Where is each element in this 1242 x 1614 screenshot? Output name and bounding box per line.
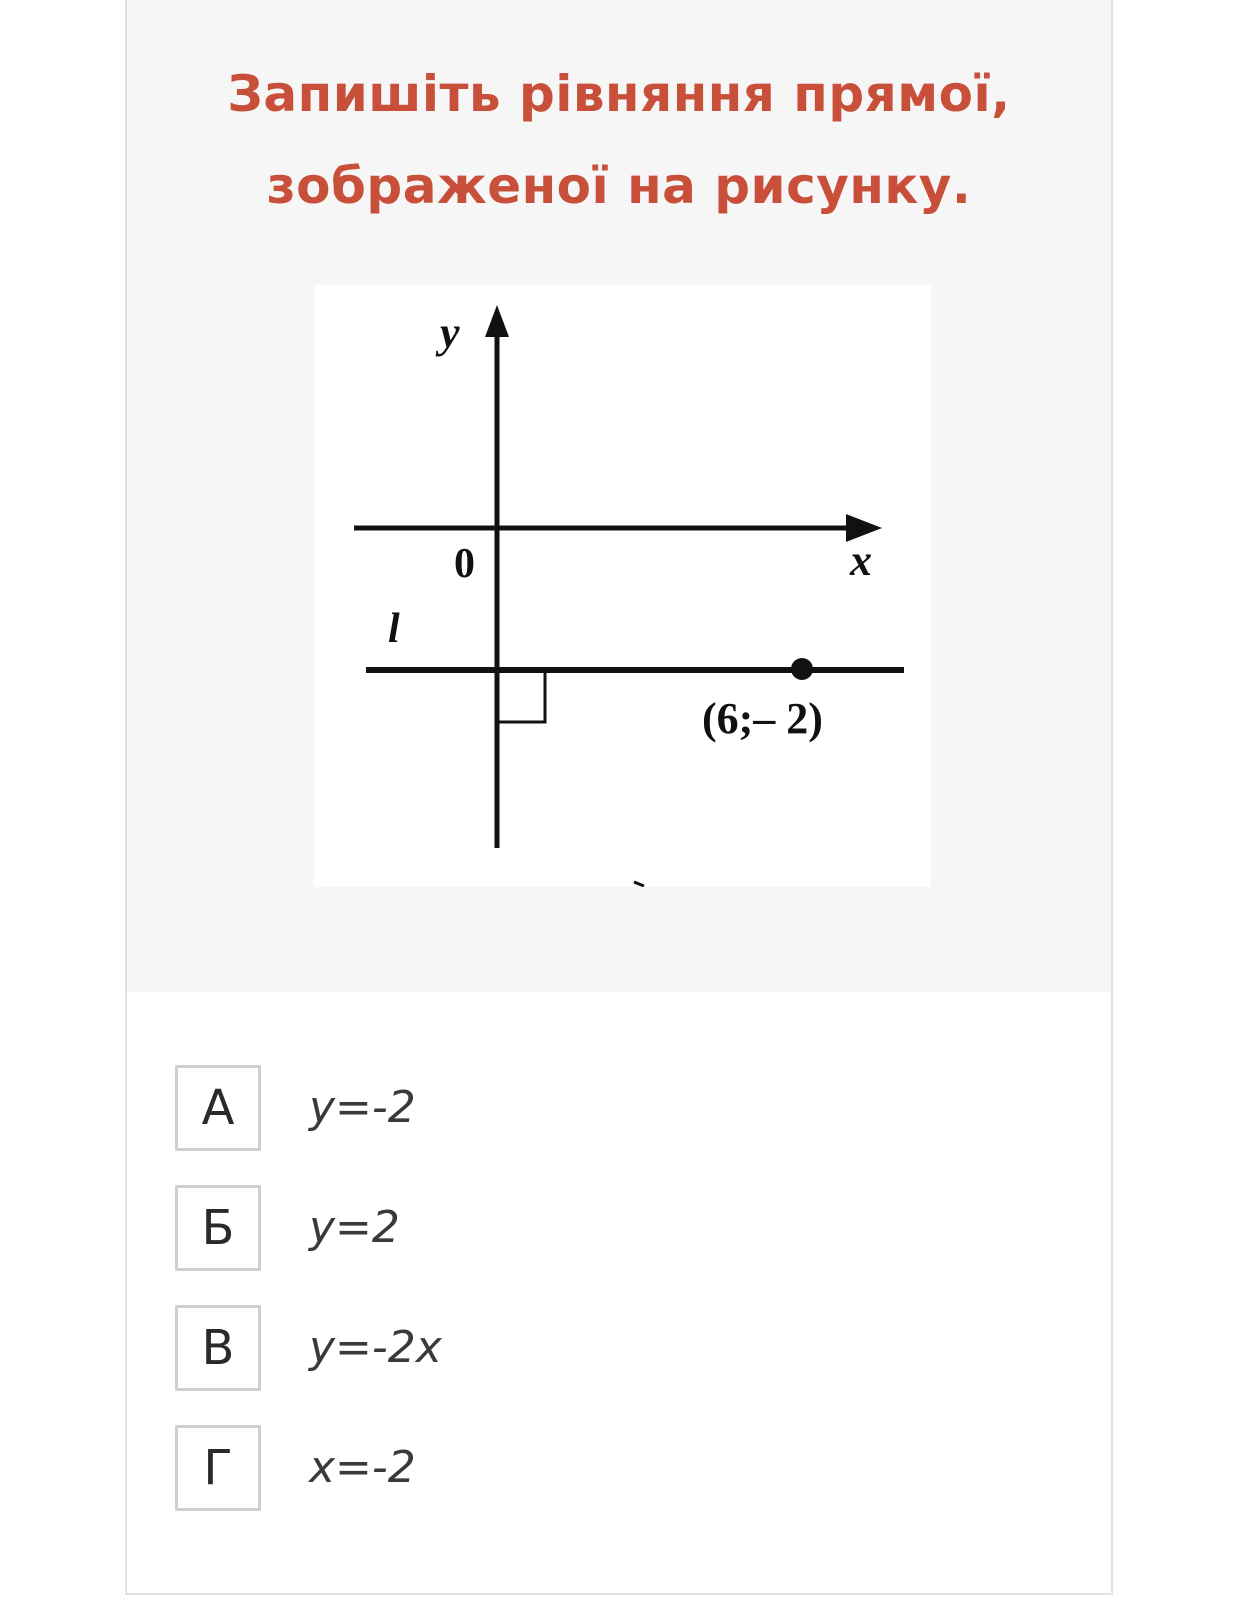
option-b-letter[interactable]: Б: [175, 1185, 261, 1271]
option-c-letter[interactable]: В: [175, 1305, 261, 1391]
figure-artifact: [634, 882, 644, 886]
point-6-minus-2: [791, 658, 813, 680]
origin-label: 0: [454, 541, 475, 587]
line-l-label: l: [388, 606, 400, 652]
option-c[interactable]: [175, 1305, 875, 1393]
option-b[interactable]: [175, 1185, 875, 1273]
y-axis-arrow: [485, 305, 509, 337]
option-d-text: x=-2: [309, 1442, 416, 1493]
point-label: (6;– 2): [702, 694, 823, 743]
question-line-2: зображеної на рисунку.: [266, 157, 972, 215]
question-text: [127, 48, 1111, 232]
option-a-text: y=-2: [309, 1082, 416, 1133]
option-d-letter[interactable]: Г: [175, 1425, 261, 1511]
option-a-letter[interactable]: А: [175, 1065, 261, 1151]
option-d[interactable]: [175, 1425, 875, 1513]
option-c-text: y=-2x: [309, 1322, 442, 1373]
option-b-text: y=2: [309, 1202, 400, 1253]
question-panel: [127, 0, 1111, 992]
question-card: [125, 0, 1113, 1595]
coordinate-figure: [314, 285, 931, 887]
x-axis-label: x: [850, 536, 872, 585]
y-axis-label: y: [440, 308, 460, 357]
right-angle-mark: [497, 670, 545, 722]
question-line-1: Запишіть рівняння прямої,: [227, 65, 1011, 123]
option-a[interactable]: [175, 1065, 875, 1153]
